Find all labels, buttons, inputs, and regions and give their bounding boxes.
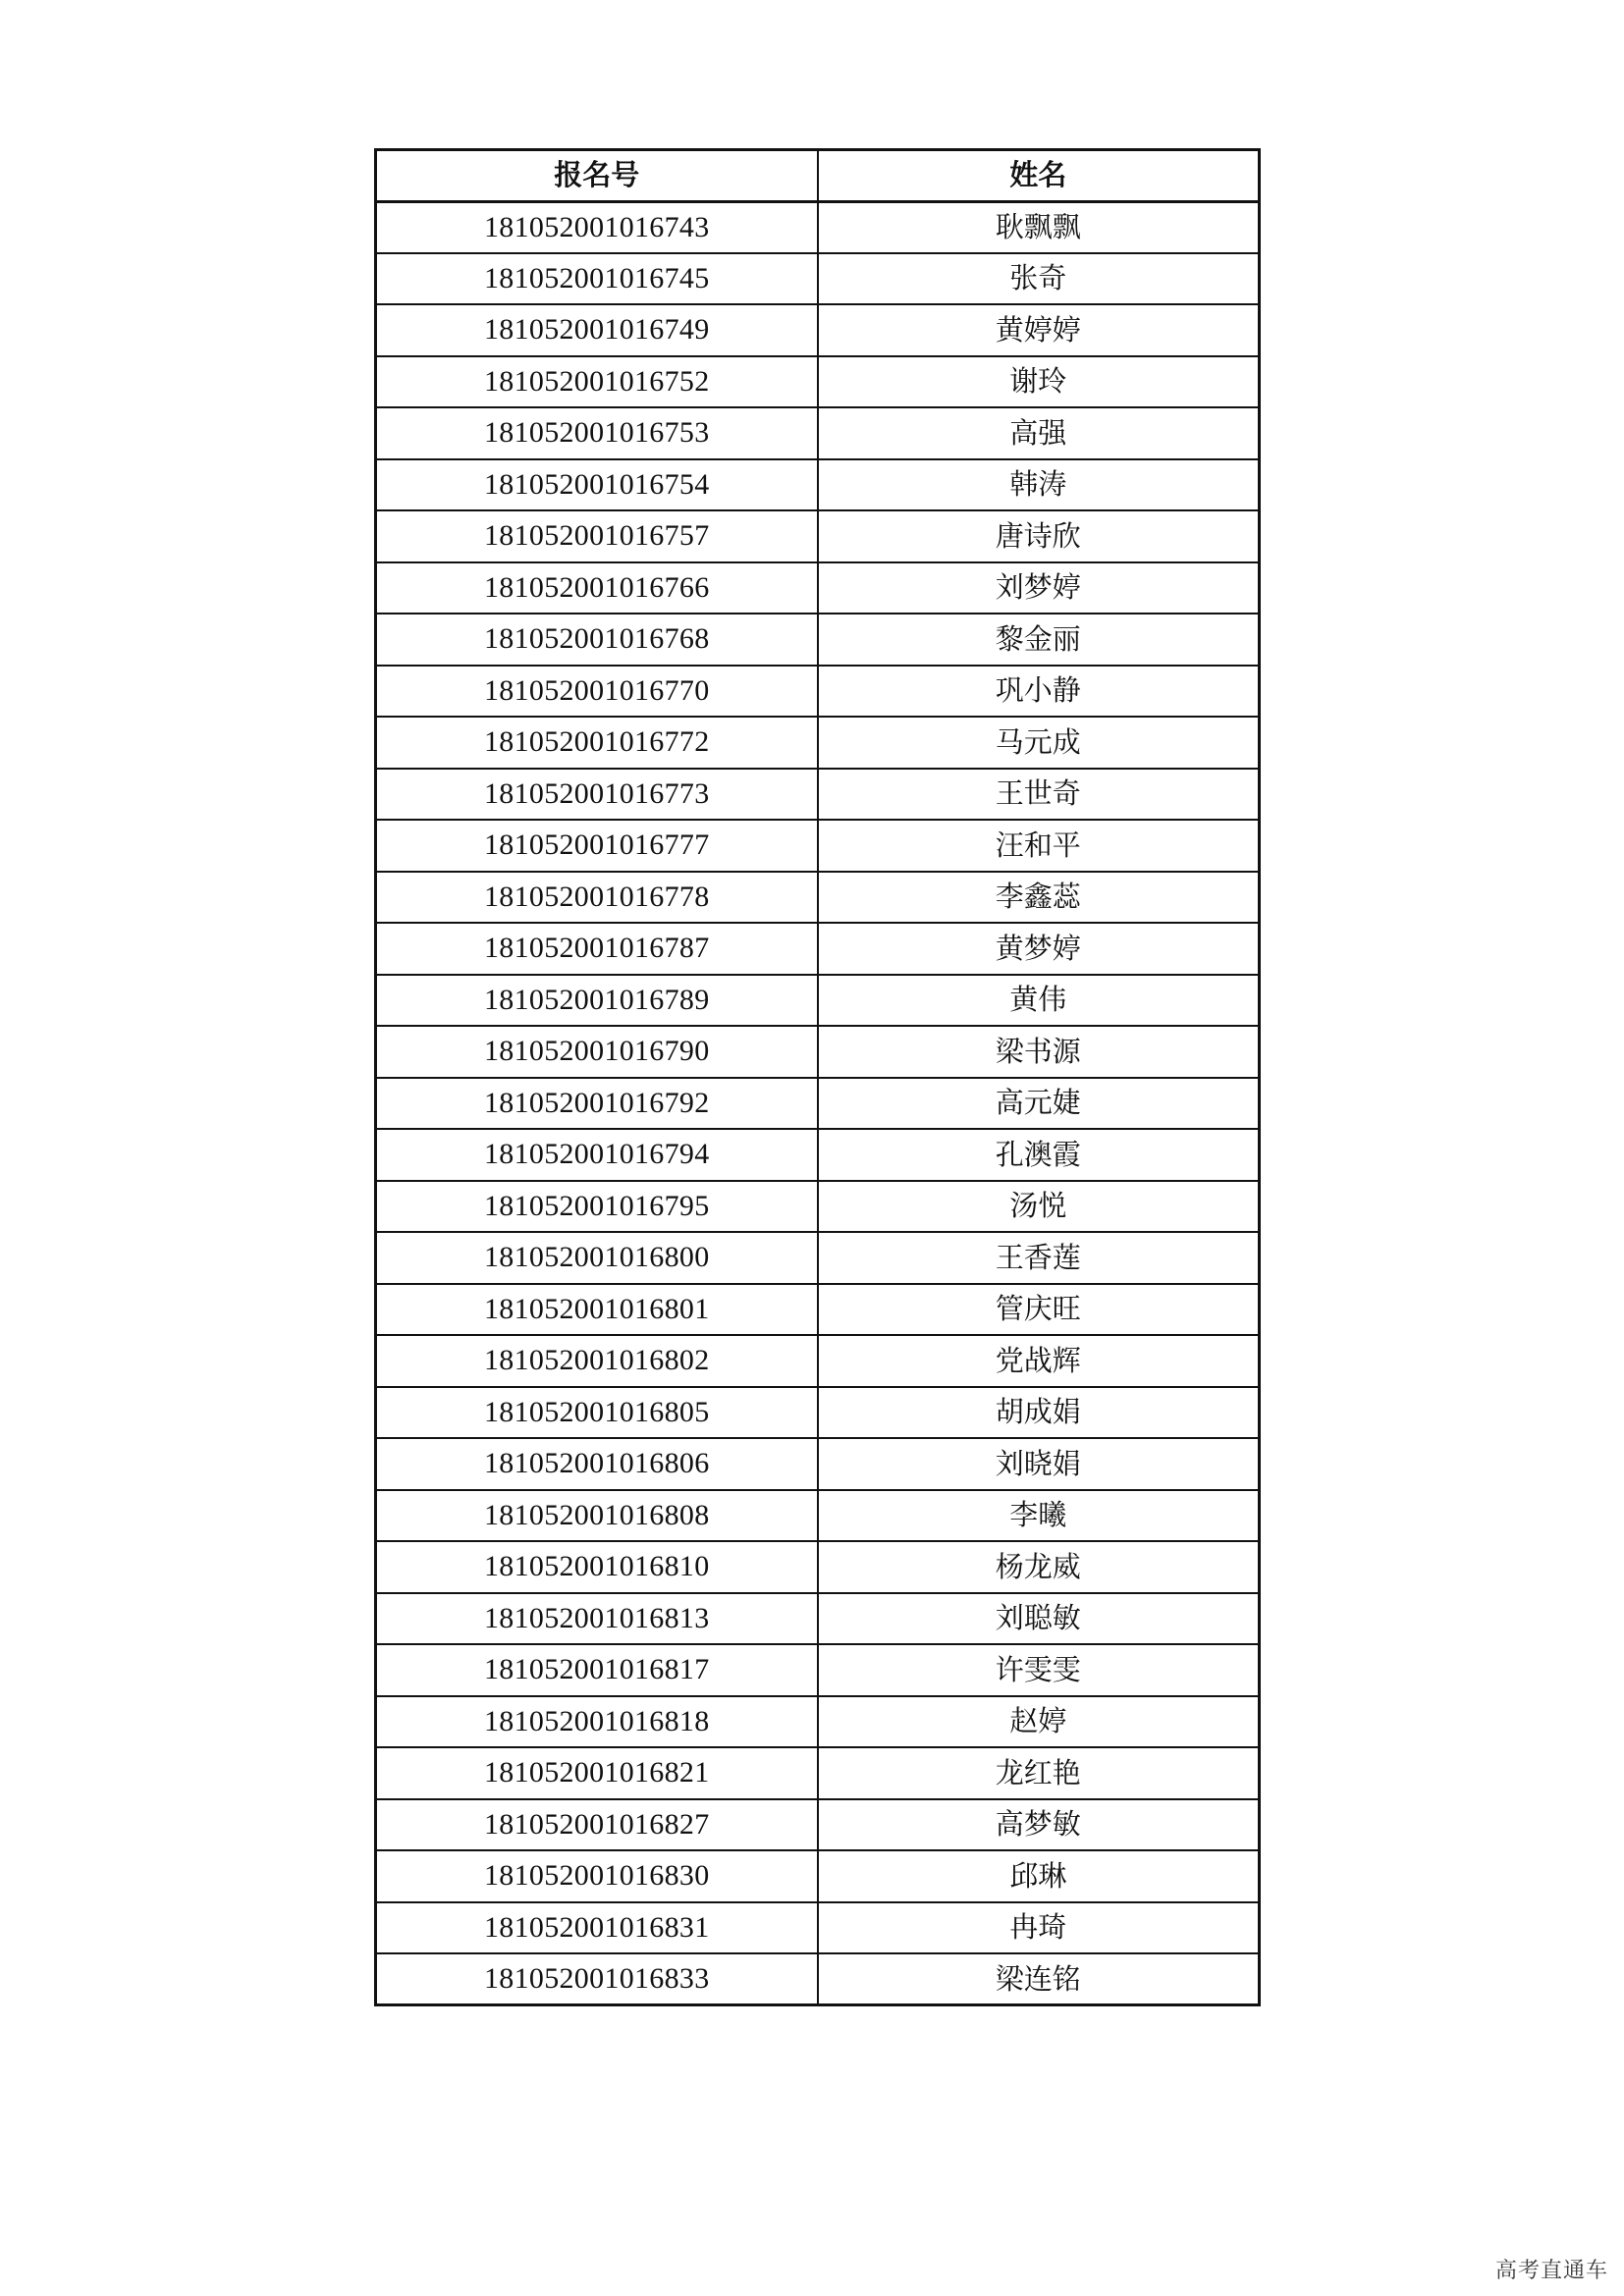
table-row: [376, 1387, 1260, 1439]
table-row: [376, 1335, 1260, 1387]
name-cell: 马元成: [818, 717, 1260, 769]
reg-no-cell: 181052001016795: [376, 1181, 818, 1233]
table-row: [376, 872, 1260, 924]
name-cell: 耿飘飘: [818, 201, 1260, 253]
name-cell: 黄婷婷: [818, 304, 1260, 356]
table-row: [376, 1902, 1260, 1954]
name-cell: 党战辉: [818, 1335, 1260, 1387]
reg-no-cell: 181052001016813: [376, 1593, 818, 1645]
name-cell: 黄伟: [818, 975, 1260, 1027]
reg-no-cell: 181052001016754: [376, 459, 818, 511]
table-row: [376, 975, 1260, 1027]
reg-no-cell: 181052001016817: [376, 1644, 818, 1696]
table-row: [376, 510, 1260, 562]
table-row: [376, 1541, 1260, 1593]
name-cell: 高梦敏: [818, 1799, 1260, 1851]
name-cell: 许雯雯: [818, 1644, 1260, 1696]
name-cell: 王香莲: [818, 1232, 1260, 1284]
table-row: [376, 562, 1260, 614]
name-cell: 李曦: [818, 1490, 1260, 1542]
header-reg-no: 报名号: [376, 150, 818, 202]
table-row: [376, 666, 1260, 718]
header-name: 姓名: [818, 150, 1260, 202]
name-cell: 杨龙威: [818, 1541, 1260, 1593]
table-row: [376, 1696, 1260, 1748]
name-cell: 汤悦: [818, 1181, 1260, 1233]
name-cell: 黎金丽: [818, 614, 1260, 666]
table-row: [376, 356, 1260, 408]
reg-no-cell: 181052001016766: [376, 562, 818, 614]
reg-no-cell: 181052001016794: [376, 1129, 818, 1181]
table-row: [376, 1953, 1260, 2005]
reg-no-cell: 181052001016772: [376, 717, 818, 769]
table-row: [376, 253, 1260, 305]
name-cell: 唐诗欣: [818, 510, 1260, 562]
reg-no-cell: 181052001016792: [376, 1078, 818, 1130]
name-cell: 胡成娟: [818, 1387, 1260, 1439]
reg-no-cell: 181052001016818: [376, 1696, 818, 1748]
name-cell: 邱琳: [818, 1850, 1260, 1902]
name-cell: 刘聪敏: [818, 1593, 1260, 1645]
table-row: [376, 717, 1260, 769]
table-row: [376, 201, 1260, 253]
table-header: [376, 150, 1260, 202]
reg-no-cell: 181052001016805: [376, 1387, 818, 1439]
name-cell: 梁书源: [818, 1026, 1260, 1078]
name-cell: 管庆旺: [818, 1284, 1260, 1336]
table-row: [376, 923, 1260, 975]
reg-no-cell: 181052001016821: [376, 1747, 818, 1799]
table-row: [376, 820, 1260, 872]
reg-no-cell: 181052001016768: [376, 614, 818, 666]
header-row: [376, 150, 1260, 202]
name-cell: 赵婷: [818, 1696, 1260, 1748]
reg-no-cell: 181052001016757: [376, 510, 818, 562]
table-row: [376, 1232, 1260, 1284]
table-row: [376, 1593, 1260, 1645]
reg-no-cell: 181052001016745: [376, 253, 818, 305]
table-row: [376, 1644, 1260, 1696]
table-row: [376, 1490, 1260, 1542]
name-cell: 王世奇: [818, 769, 1260, 821]
name-cell: 张奇: [818, 253, 1260, 305]
table-row: [376, 1026, 1260, 1078]
reg-no-cell: 181052001016810: [376, 1541, 818, 1593]
table-row: [376, 1850, 1260, 1902]
name-cell: 刘晓娟: [818, 1438, 1260, 1490]
reg-no-cell: 181052001016790: [376, 1026, 818, 1078]
name-cell: 汪和平: [818, 820, 1260, 872]
table-row: [376, 769, 1260, 821]
reg-no-cell: 181052001016801: [376, 1284, 818, 1336]
reg-no-cell: 181052001016753: [376, 407, 818, 459]
name-cell: 高元婕: [818, 1078, 1260, 1130]
name-cell: 孔澳霞: [818, 1129, 1260, 1181]
reg-no-cell: 181052001016831: [376, 1902, 818, 1954]
name-cell: 巩小静: [818, 666, 1260, 718]
table-row: [376, 614, 1260, 666]
reg-no-cell: 181052001016778: [376, 872, 818, 924]
table-body: [376, 201, 1260, 2005]
reg-no-cell: 181052001016833: [376, 1953, 818, 2005]
applicant-table: [374, 148, 1261, 2006]
name-cell: 龙红艳: [818, 1747, 1260, 1799]
name-cell: 黄梦婷: [818, 923, 1260, 975]
reg-no-cell: 181052001016777: [376, 820, 818, 872]
name-cell: 梁连铭: [818, 1953, 1260, 2005]
reg-no-cell: 181052001016787: [376, 923, 818, 975]
reg-no-cell: 181052001016789: [376, 975, 818, 1027]
table-row: [376, 1129, 1260, 1181]
table-row: [376, 1284, 1260, 1336]
name-cell: 冉琦: [818, 1902, 1260, 1954]
name-cell: 刘梦婷: [818, 562, 1260, 614]
reg-no-cell: 181052001016830: [376, 1850, 818, 1902]
name-cell: 谢玲: [818, 356, 1260, 408]
reg-no-cell: 181052001016808: [376, 1490, 818, 1542]
table-row: [376, 1078, 1260, 1130]
table-row: [376, 459, 1260, 511]
reg-no-cell: 181052001016743: [376, 201, 818, 253]
table-row: [376, 1747, 1260, 1799]
watermark-logo-text: 高考直通车: [1494, 2259, 1608, 2283]
name-cell: 李鑫蕊: [818, 872, 1260, 924]
name-cell: 韩涛: [818, 459, 1260, 511]
table-row: [376, 304, 1260, 356]
table-row: [376, 1438, 1260, 1490]
reg-no-cell: 181052001016770: [376, 666, 818, 718]
reg-no-cell: 181052001016749: [376, 304, 818, 356]
reg-no-cell: 181052001016773: [376, 769, 818, 821]
reg-no-cell: 181052001016752: [376, 356, 818, 408]
reg-no-cell: 181052001016806: [376, 1438, 818, 1490]
name-cell: 高强: [818, 407, 1260, 459]
table-row: [376, 1799, 1260, 1851]
reg-no-cell: 181052001016827: [376, 1799, 818, 1851]
table-row: [376, 1181, 1260, 1233]
reg-no-cell: 181052001016800: [376, 1232, 818, 1284]
reg-no-cell: 181052001016802: [376, 1335, 818, 1387]
table-row: [376, 407, 1260, 459]
